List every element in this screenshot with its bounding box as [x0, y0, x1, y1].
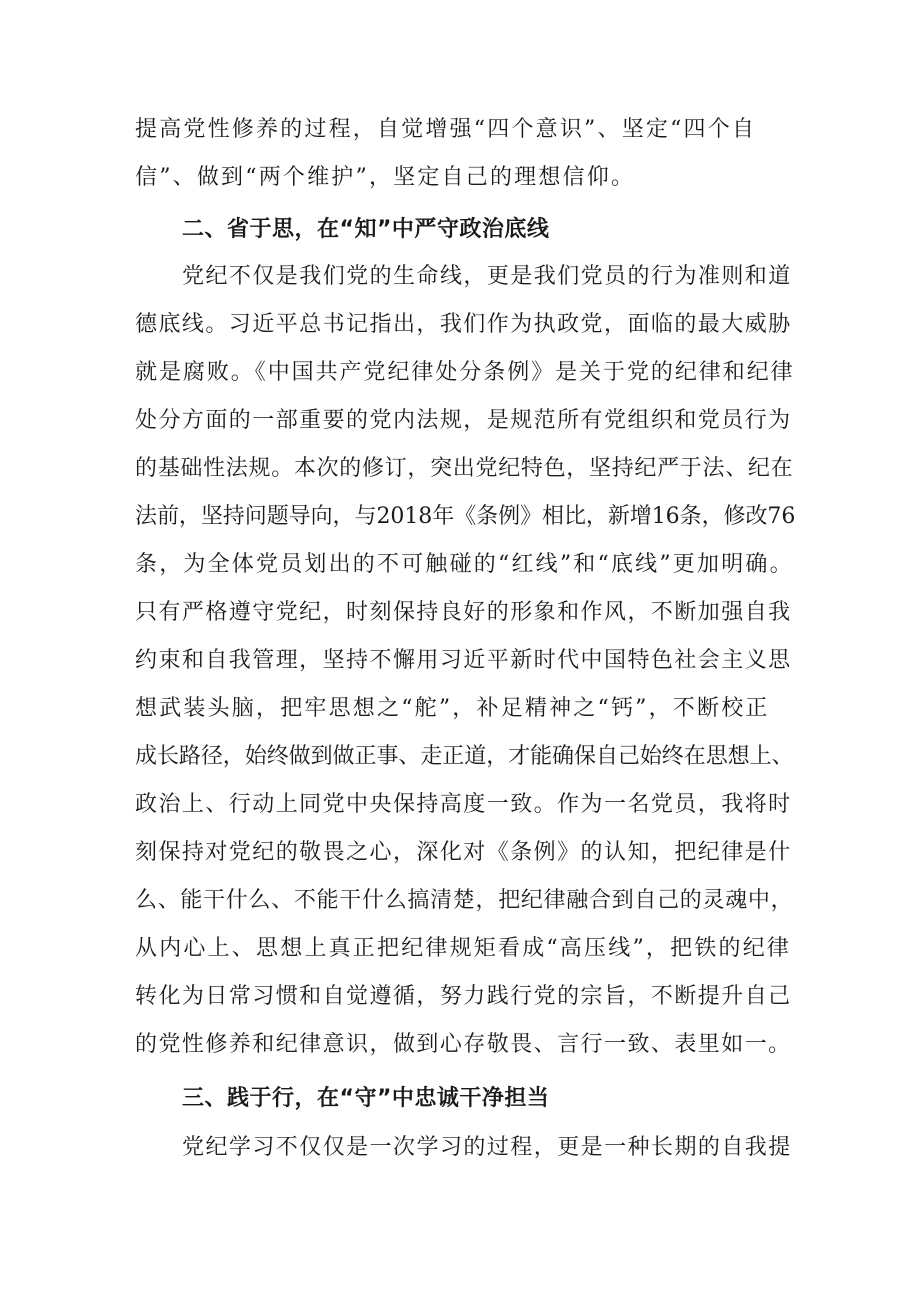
body-text-line: 从内心上、思想上真正把纪律规矩看成“高压线”，把铁的纪律 — [135, 936, 792, 961]
body-text-line: 的党性修养和纪律意识，做到心存敬畏、言行一致、表里如一。 — [135, 1032, 792, 1057]
body-text-line: 就是腐败。《中国共产党纪律处分条例》是关于党的纪律和纪律 — [135, 360, 795, 385]
body-text-line: 条，为全体党员划出的不可触碰的“红线”和“底线”更加明确。 — [135, 552, 794, 577]
body-text-line: 德底线。习近平总书记指出，我们作为执政党，面临的最大威胁 — [135, 312, 792, 337]
body-text-line: 信”、做到“两个维护”，坚定自己的理想信仰。 — [135, 165, 636, 190]
section-heading: 二、省于思，在“知”中严守政治底线 — [182, 217, 550, 242]
body-text-line: 只有严格遵守党纪，时刻保持良好的形象和作风，不断加强自我 — [135, 600, 792, 625]
body-text-line: 政治上、行动上同党中央保持高度一致。作为一名党员，我将时 — [135, 792, 792, 817]
body-text-line: 提高党性修养的过程，自觉增强“四个意识”、坚定“四个自 — [135, 117, 757, 142]
section-heading: 三、践于行，在“守”中忠诚干净担当 — [182, 1086, 550, 1111]
body-text-line: 法前，坚持问题导向，与2018年《条例》相比，新增16条，修改76 — [135, 504, 796, 529]
body-text-line: 处分方面的一部重要的党内法规，是规范所有党组织和党员行为 — [135, 408, 792, 433]
body-text-line: 刻保持对党纪的敬畏之心，深化对《条例》的认知，把纪律是什 — [135, 840, 792, 865]
body-text-line: 的基础性法规。本次的修订，突出党纪特色，坚持纪严于法、纪在 — [135, 456, 794, 481]
body-text-line: 成长路径，始终做到做正事、走正道，才能确保自己始终在思想上、 — [135, 744, 794, 769]
body-text-line: 党纪不仅是我们党的生命线，更是我们党员的行为准则和道 — [182, 264, 792, 289]
body-text-line: 么、能干什么、不能干什么搞清楚，把纪律融合到自己的灵魂中， — [135, 888, 794, 913]
body-text-line: 约束和自我管理，坚持不懈用习近平新时代中国特色社会主义思 — [135, 648, 792, 673]
body-text-line: 转化为日常习惯和自觉遵循，努力践行党的宗旨，不断提升自己 — [135, 984, 792, 1009]
body-text-line: 党纪学习不仅仅是一次学习的过程，更是一种长期的自我提 — [182, 1135, 792, 1160]
body-text-line: 想武装头脑，把牢思想之“舵”，补足精神之“钙”，不断校正 — [135, 696, 770, 721]
